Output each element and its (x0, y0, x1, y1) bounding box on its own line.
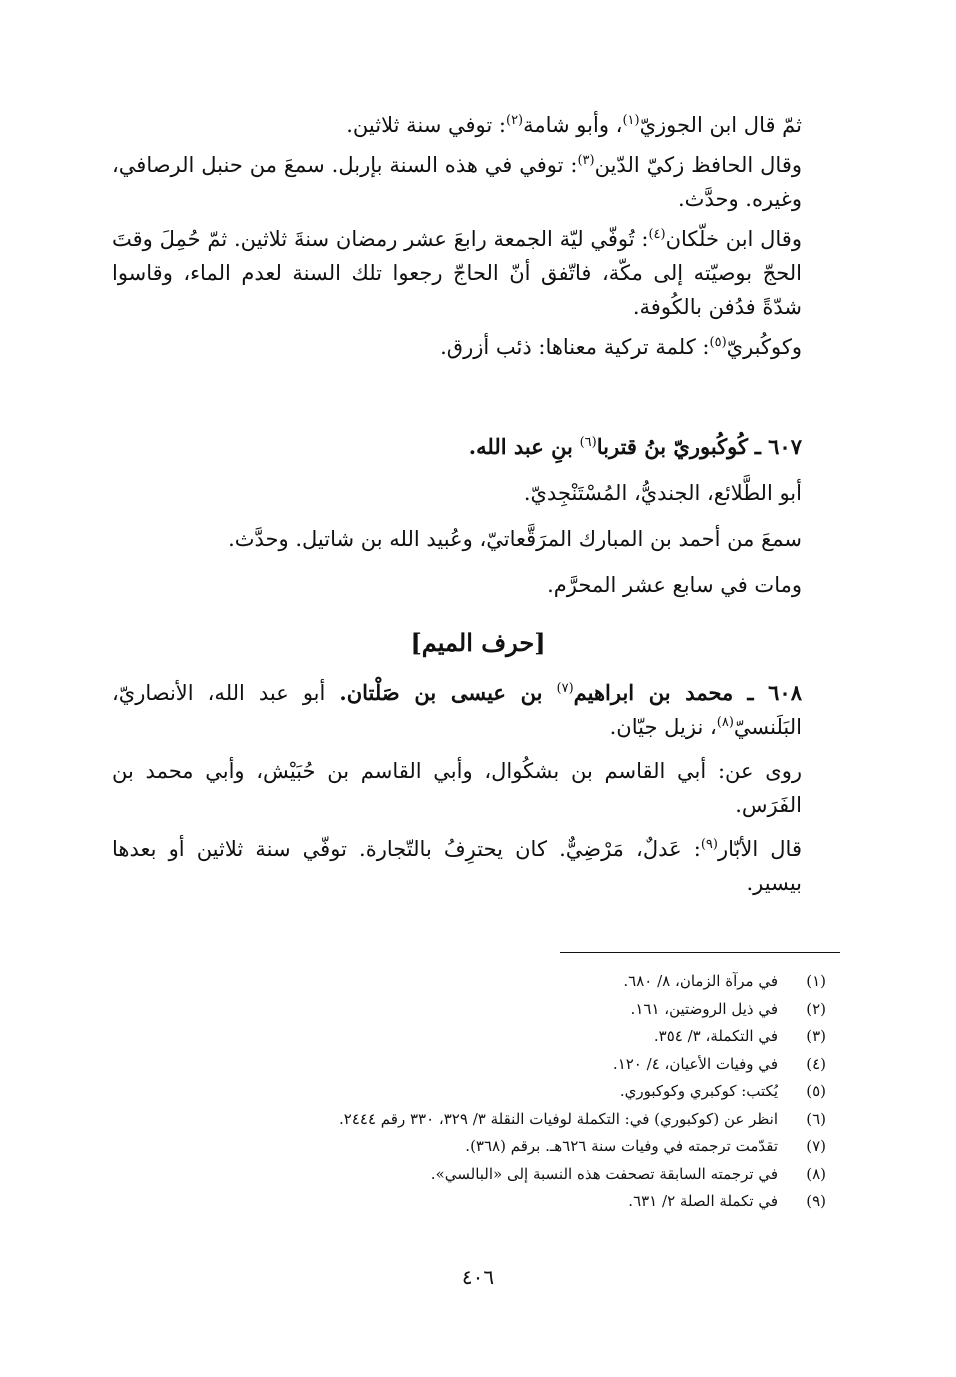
entry-608-name: محمد بن ابراهيم (573, 680, 734, 705)
footnote-text: تقدّمت ترجمته في وفيات سنة ٦٢٦هـ. برقم (٣٦٨). (465, 1137, 778, 1155)
entry-607-title (112, 424, 842, 470)
entry-608-number: ٦٠٨ ـ (747, 680, 802, 705)
main-text-upper (112, 108, 842, 364)
footnote-number: (٢) (806, 999, 826, 1018)
footnote-ref-6: (٦) (579, 435, 597, 450)
footnote-text: في تكملة الصلة ٢/ ٦٣١. (628, 1192, 778, 1210)
entry-607-number: ٦٠٧ ـ (754, 434, 802, 459)
footnote-row (206, 1023, 826, 1051)
section-heading: [حرف الميم] (410, 628, 546, 657)
footnote-number: (٣) (806, 1027, 826, 1045)
footnote-number: (٥) (806, 1082, 826, 1100)
page-number: ٤٠٦ (461, 1265, 495, 1289)
entry-607-name: كُوكُبوريّ بنُ قتربا (596, 434, 748, 459)
footnote-number: (٤) (806, 1054, 826, 1073)
paragraph-1: ثمّ قال ابن الجوزيّ$^{(١)}$، وأبو شامة$^{(٢)}$: توفي سنة ثلاثين. (346, 113, 802, 137)
footnote-text: في وفيات الأعيان، ٤/ ١٢٠. (612, 1054, 778, 1073)
entry-607-name-tail: بنِ عبد الله. (468, 434, 573, 459)
footnote-row (206, 1133, 826, 1161)
footnote-ref-4: (٤) (648, 227, 666, 242)
entry-608-narrated: روى عن: أبي القاسم بن بشكُوال، وأبي القاسم بن حُبَيْش، وأبي محمد بن الفَرَس. (112, 759, 802, 817)
paragraph-4: وكوكُبريّ$^{(٥)}$: كلمة تركية معناها: ذئب أزرق. (440, 335, 802, 359)
entry-607-heard: سمعَ من أحمد بن المبارك المرَقَّعاتيّ، وعُبيد الله بن شاتيل. وحدَّث. (228, 527, 802, 551)
entry-608-name-tail: بن عيسى بن صَلْتان. (339, 680, 543, 705)
footnote-text: في التكملة، ٣/ ٣٥٤. (653, 1027, 778, 1045)
entry-607 (112, 424, 842, 608)
footnote-number: (٦) (806, 1109, 826, 1128)
entry-608-title (112, 676, 842, 744)
footnote-row (206, 1078, 826, 1106)
paragraph-2: وقال الحافظ زكيّ الدّين$^{(٣)}$: توفي في هذه السنة بإربل. سمعَ من حنبل الرصافي، وغيره. وحدَّث. (112, 153, 802, 211)
footnote-ref-7: (٧) (556, 681, 574, 696)
footnote-row (206, 996, 826, 1024)
footnote-text: انظر عن (كوكبوري) في: التكملة لوفيات النقلة ٣/ ٣٢٩، ٣٣٠ رقم ٢٤٤٤. (339, 1109, 778, 1128)
entry-608 (112, 676, 842, 900)
footnote-ref-3: (٣) (577, 153, 595, 168)
footnote-number: (٧) (806, 1137, 826, 1155)
footnote-number: (١) (806, 972, 826, 990)
footnote-text: يُكتب: كوكبري وكوكبوري. (619, 1082, 778, 1100)
footnotes (206, 968, 826, 1216)
footnote-text: في ذيل الروضتين، ١٦١. (630, 999, 778, 1018)
entry-607-kunya: أبو الطَّلائع، الجنديُّ، المُسْتَنْجِديّ. (523, 481, 802, 505)
footnote-row (206, 968, 826, 996)
footnote-text: في مرآة الزمان، ٨/ ٦٨٠. (623, 972, 778, 990)
footnote-ref-9: (٩) (700, 837, 718, 852)
footnote-row (206, 1051, 826, 1079)
footnote-text: في ترجمته السابقة تصحفت هذه النسبة إلى «البالسي». (430, 1164, 778, 1183)
footnote-row (206, 1106, 826, 1134)
footnote-ref-1: (١) (622, 113, 640, 128)
footnote-separator (560, 952, 840, 953)
entry-608-rest: أبو عبد الله، الأنصاريّ، البَلَنسيّ$^{(٨)}$، نزيل جيّان. (112, 681, 802, 739)
footnote-ref-5: (٥) (709, 335, 727, 350)
entry-608-quote: قال الأبّار$^{(٩)}$: عَدلٌ، مَرْضِيٌّ. كان يحترِفُ بالتّجارة. توفّي سنة ثلاثين أو بعدها بيسير. (112, 837, 802, 895)
footnote-number: (٩) (806, 1192, 826, 1210)
footnote-number: (٨) (806, 1164, 826, 1183)
footnote-ref-2: (٢) (505, 113, 524, 128)
entry-607-death: ومات في سابع عشر المحرَّم. (547, 573, 802, 597)
paragraph-3: وقال ابن خلّكان$^{(٤)}$: تُوفّي ليّة الجمعة رابعَ عشر رمضان سنةَ ثلاثين. ثمّ حُمِلَ وقتَ الحجّ بوصيّته إلى مكّة، فاتّفق أنّ الحاجّ رجعوا تلك السنة لعدم الماء، وقاسوا شدّةً فدُفن بالكُوفة. (112, 227, 802, 319)
footnote-row (206, 1161, 826, 1189)
footnote-row (206, 1188, 826, 1216)
footnote-ref-8: (٨) (716, 715, 734, 730)
